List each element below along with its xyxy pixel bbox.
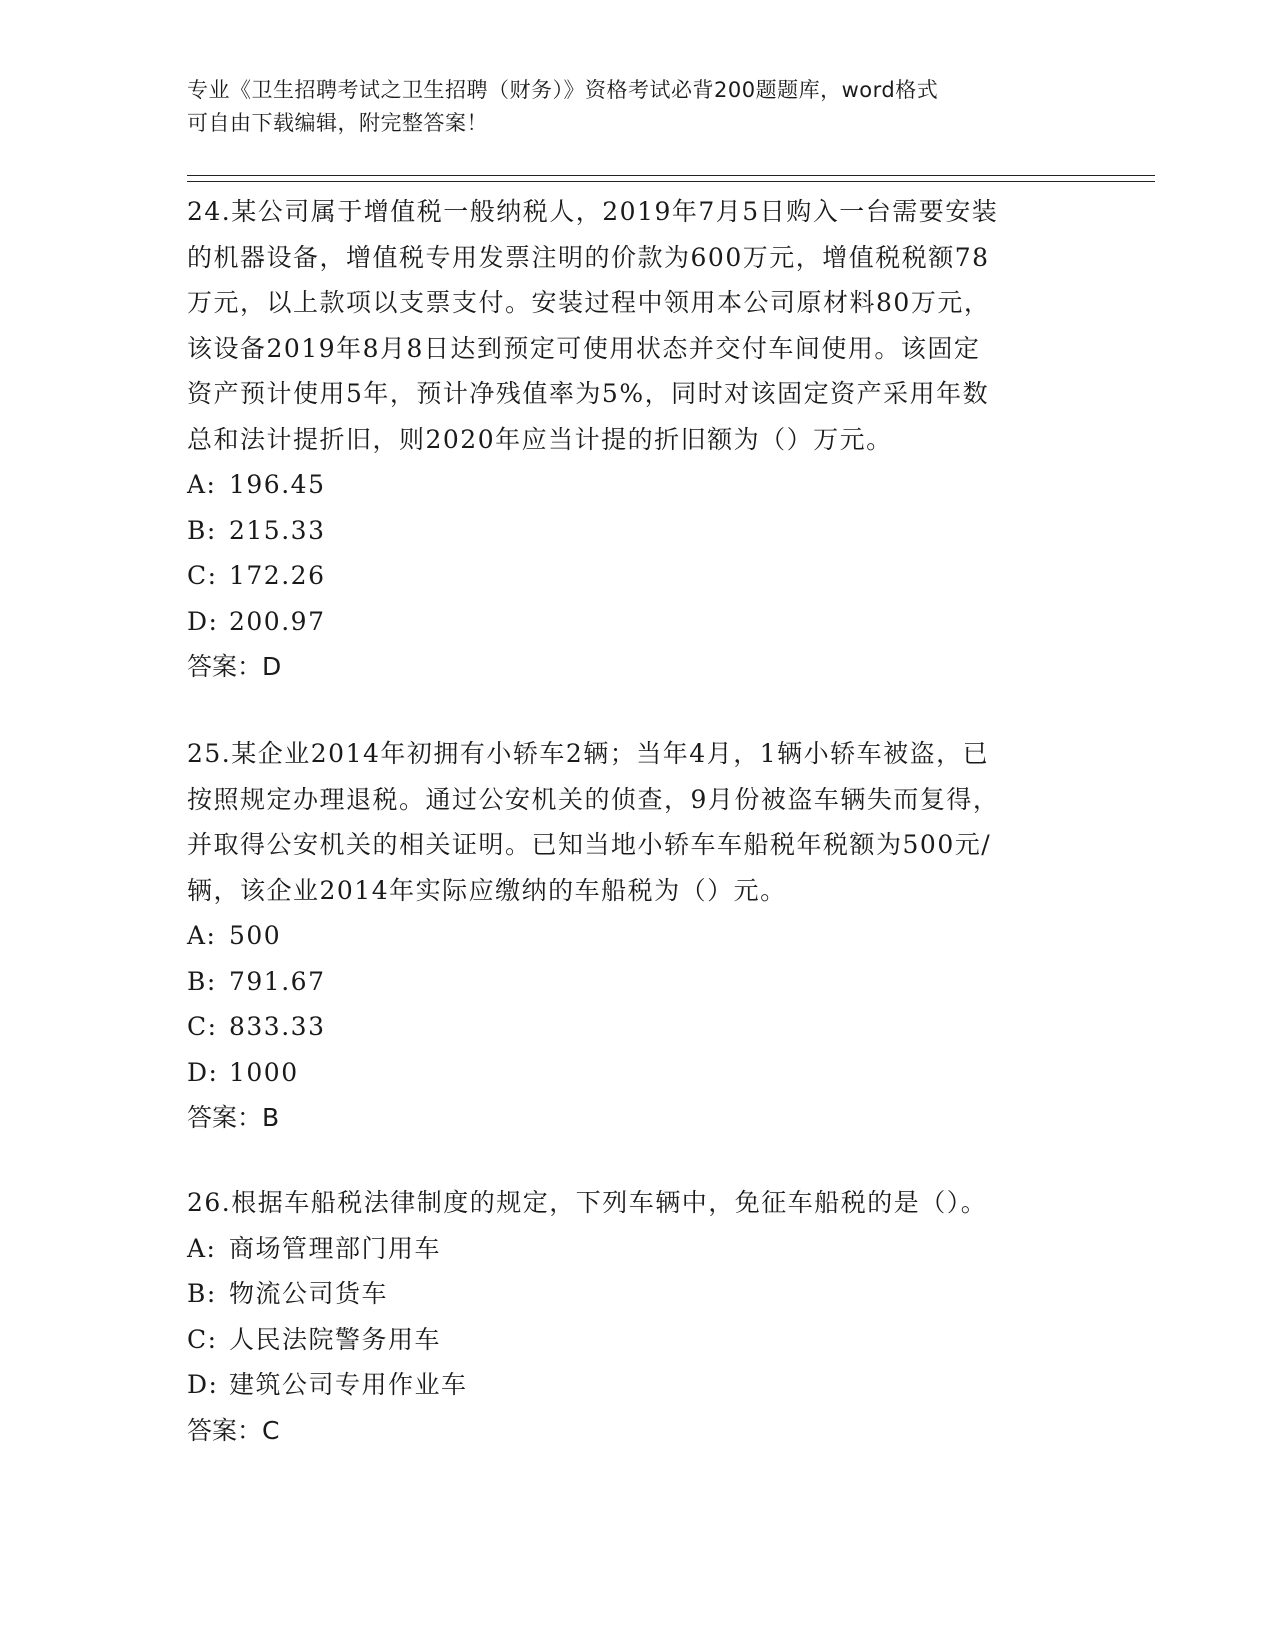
answer: 答案：C — [187, 1415, 280, 1445]
option-text: 833.33 — [229, 1012, 326, 1041]
option-letter: B: — [187, 515, 217, 545]
option-b — [187, 508, 1087, 554]
option-letter: D: — [187, 1057, 219, 1087]
option-letter: C: — [187, 561, 218, 590]
stem-line: 26.根据车船税法律制度的规定，下列车辆中，免征车船税的是（）。 — [187, 1188, 988, 1217]
option-text: 1000 — [229, 1057, 299, 1087]
answer: 答案：B — [187, 1103, 280, 1132]
option-letter: C: — [187, 1012, 218, 1041]
option-d — [187, 1362, 1087, 1408]
stem-line: 万元，以上款项以支票支付。安装过程中领用本公司原材料80万元， — [187, 288, 991, 317]
question-stem — [187, 189, 1087, 462]
option-c — [187, 1317, 1087, 1363]
option-c — [187, 1004, 1087, 1050]
option-d — [187, 1050, 1087, 1096]
question-stem — [187, 731, 1087, 913]
option-d — [187, 599, 1087, 645]
stem-line: 资产预计使用5年，预计净残值率为5%，同时对该固定资产采用年数 — [187, 379, 990, 408]
answer: 答案：D — [187, 652, 282, 681]
option-letter: A: — [187, 470, 217, 499]
option-text: 196.45 — [229, 470, 326, 499]
option-text: 人民法院警务用车 — [229, 1324, 442, 1354]
option-letter: D: — [187, 1370, 219, 1399]
option-text: 物流公司货车 — [229, 1279, 389, 1308]
header-divider-top — [187, 175, 1155, 176]
option-letter: A: — [187, 921, 217, 950]
question-26 — [187, 1180, 1087, 1453]
option-a — [187, 913, 1087, 959]
question-25 — [187, 731, 1087, 1141]
option-b — [187, 1271, 1087, 1317]
stem-line: 的机器设备，增值税专用发票注明的价款为600万元，增值税税额78 — [187, 242, 990, 272]
stem-line: 25.某企业2014年初拥有小轿车2辆；当年4月，1辆小轿车被盗，已 — [187, 739, 990, 768]
stem-line: 该设备2019年8月8日达到预定可使用状态并交付车间使用。该固定 — [187, 333, 981, 363]
stem-line: 24.某公司属于增值税一般纳税人，2019年7月5日购入一台需要安装 — [187, 197, 999, 226]
stem-line: 并取得公安机关的相关证明。已知当地小轿车车船税年税额为500元/ — [187, 830, 992, 859]
option-text: 791.67 — [229, 966, 326, 996]
option-text: 200.97 — [229, 606, 326, 636]
option-c — [187, 553, 1087, 599]
option-letter: D: — [187, 606, 219, 636]
stem-line: 按照规定办理退税。通过公安机关的侦查，9月份被盗车辆失而复得， — [187, 784, 1000, 814]
option-text: 215.33 — [229, 515, 326, 545]
option-text: 172.26 — [229, 561, 326, 590]
option-letter: C: — [187, 1324, 218, 1354]
question-stem — [187, 1180, 1087, 1226]
option-text: 500 — [229, 921, 282, 950]
header-line-1: 专业《卫生招聘考试之卫生招聘（财务）》资格考试必背200题题库，word格式 — [187, 78, 939, 102]
option-text: 商场管理部门用车 — [229, 1233, 442, 1263]
document-header — [187, 74, 1067, 140]
stem-line: 辆，该企业2014年实际应缴纳的车船税为（）元。 — [187, 875, 787, 905]
header-line-2: 可自由下载编辑，附完整答案！ — [187, 111, 488, 135]
option-a — [187, 462, 1087, 508]
option-text: 建筑公司专用作业车 — [229, 1370, 468, 1399]
option-letter: B: — [187, 1279, 217, 1308]
option-b — [187, 959, 1087, 1005]
option-a — [187, 1226, 1087, 1272]
option-letter: A: — [187, 1233, 217, 1263]
header-divider-bottom — [187, 181, 1155, 182]
option-letter: B: — [187, 966, 217, 996]
question-24 — [187, 189, 1087, 690]
stem-line: 总和法计提折旧，则2020年应当计提的折旧额为（）万元。 — [187, 424, 893, 454]
